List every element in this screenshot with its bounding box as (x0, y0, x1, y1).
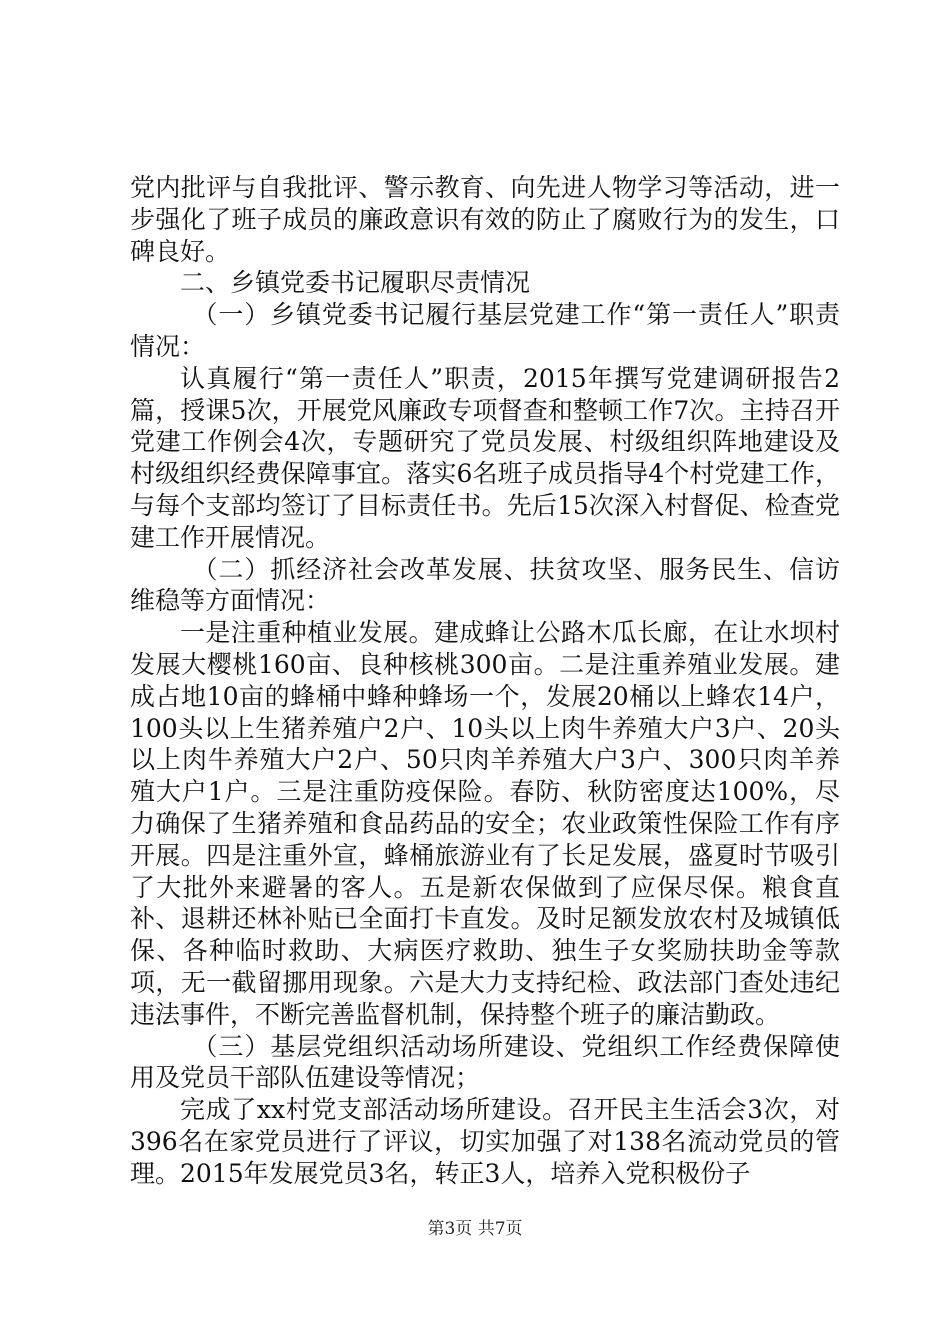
section-heading-2: 二、乡镇党委书记履职尽责情况 (180, 268, 531, 298)
paragraph-1: 党内批评与自我批评、警示教育、向先进人物学习等活动，进一步强化了班子成员的廉政意识有效的防止了腐败行为的发生，口碑良好。 (130, 173, 840, 266)
subsection-heading-1: （一）乡镇党委书记履行基层党建工作“第一责任人”职责情况： (130, 300, 840, 361)
document-body (130, 172, 840, 1190)
paragraph-2: 认真履行“第一责任人”职责，2015年撰写党建调研报告2篇，授课5次，开展党风廉政专项督查和整顿工作7次。主持召开党建工作例会4次，专题研究了党员发展、村级组织阵地建设及村级组织经费保障事宜。落实6名班子成员指导4个村党建工作，与每个支部均签订了目标责任书。先后15次深入村督促、检查党建工作开展情况。 (130, 363, 840, 552)
subsection-heading-3: （三）基层党组织活动场所建设、党组织工作经费保障使用及党员干部队伍建设等情况； (130, 1031, 840, 1093)
paragraph-4: 完成了xx村党支部活动场所建设。召开民主生活会3次，对396名在家党员进行了评议，切实加强了对138名流动党员的管理。2015年发展党员3名，转正3人，培养入党积极份子 (130, 1095, 840, 1188)
subsection-heading-2: （二）抓经济社会改革发展、扶贫攻坚、服务民生、信访维稳等方面情况： (130, 554, 840, 616)
paragraph-3: 一是注重种植业发展。建成蜂让公路木瓜长廊，在让水坝村发展大樱桃160亩、良种核桃300亩。二是注重养殖业发展。建成占地10亩的蜂桶中蜂种蜂场一个，发展20桶以上蜂农14户，100头以上生猪养殖户2户、10头以上肉牛养殖大户3户、20头以上肉牛养殖大户2户、50只肉羊养殖大户3户、300只肉羊养殖大户1户。三是注重防疫保险。春防、秋防密度达100%，尽力确保了生猪养殖和食品药品的安全；农业政策性保险工作有序开展。四是注重外宣，蜂桶旅游业有了长足发展，盛夏时节吸引了大批外来避暑的客人。五是新农保做到了应保尽保。粮食直补、退耕还林补贴已全面打卡直发。及时足额发放农村及城镇低保、各种临时救助、大病医疗救助、独生子女奖励扶助金等款项，无一截留挪用现象。六是大力支持纪检、政法部门查处违纪违法事件，不断完善监督机制，保持整个班子的廉洁勤政。 (130, 618, 840, 1029)
page-number-label: 第3页 共7页 (427, 1219, 523, 1239)
page-footer (0, 1214, 950, 1239)
